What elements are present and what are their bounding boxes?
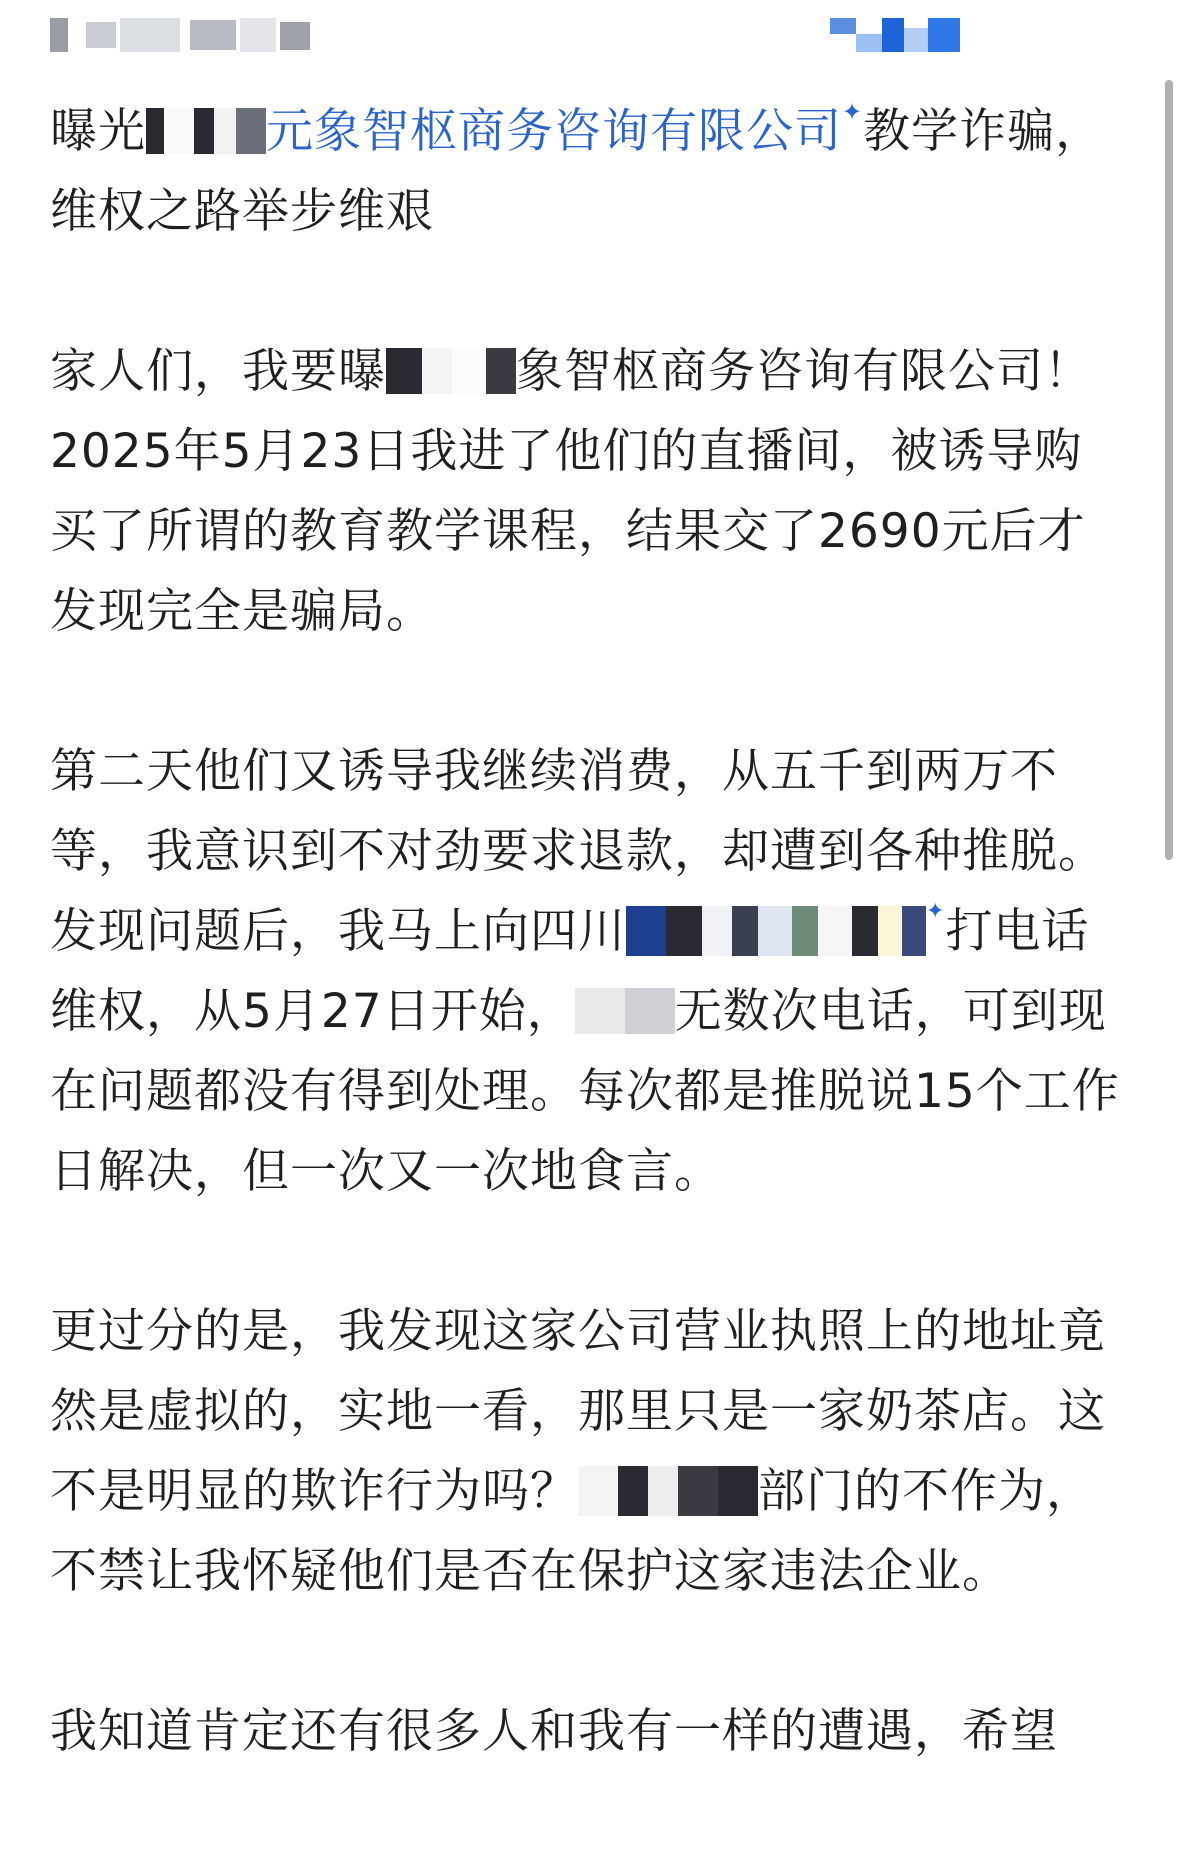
- status-bar-right-mosaic: [830, 18, 960, 52]
- paragraph-2-text-c: 无数次电话，可到现在问题都没有得到处理。每次都是推脱说15个工作日解决，但一次又一次地食言。: [50, 984, 1120, 1199]
- paragraph-4-text-a: 我知道肯定还有很多人和我有一样的遭遇，希望: [50, 1704, 1058, 1759]
- sparkle-icon: ✦: [842, 98, 864, 126]
- redacted-mosaic: [146, 108, 266, 154]
- sparkle-icon: ✦: [926, 899, 946, 924]
- paragraph-4: [50, 1692, 1130, 1772]
- paragraph-1-text-a: 家人们，我要曝: [50, 344, 386, 399]
- paragraph-3-text-a: 更过分的是，我发现这家公司营业执照上的地址竟然是虚拟的，实地一看，那里只是一家奶茶店。这不是明显的欺诈行为吗？: [50, 1304, 1106, 1519]
- paragraph-3: [50, 1292, 1130, 1612]
- paragraph-1: [50, 332, 1130, 652]
- redacted-mosaic: [578, 1466, 758, 1516]
- paragraph-2-text-b: 打电话维权，从5月27日开始，: [50, 904, 1090, 1039]
- post-content: [50, 92, 1130, 1772]
- paragraph-1-text-b: 象智枢商务咨询有限公司！2025年5月23日我进了他们的直播间，被诱导购买了所谓的教育教学课程，结果交了2690元后才发现完全是骗局。: [50, 344, 1092, 639]
- paragraph-2: [50, 732, 1130, 1212]
- status-bar-left-mosaic: [50, 18, 310, 52]
- redacted-mosaic: [386, 348, 516, 394]
- redacted-mosaic: [626, 906, 926, 956]
- post-title: [50, 92, 1130, 252]
- paragraph-2-text-a: 第二天他们又诱导我继续消费，从五千到两万不等，我意识到不对劲要求退款，却遭到各种推脱。发现问题后，我马上向四川: [50, 744, 1106, 959]
- title-prefix: 曝光: [50, 104, 146, 159]
- scrollbar[interactable]: [1165, 80, 1173, 860]
- status-bar: [0, 0, 1179, 70]
- title-suffix: 教学诈骗，维权之路举步维艰: [50, 104, 1104, 239]
- paragraph-3-text-b: 部门的不作为，不禁让我怀疑他们是否在保护这家违法企业。: [50, 1464, 1094, 1599]
- redacted-mosaic: [575, 988, 675, 1034]
- company-link[interactable]: 元象智枢商务咨询有限公司: [266, 104, 842, 159]
